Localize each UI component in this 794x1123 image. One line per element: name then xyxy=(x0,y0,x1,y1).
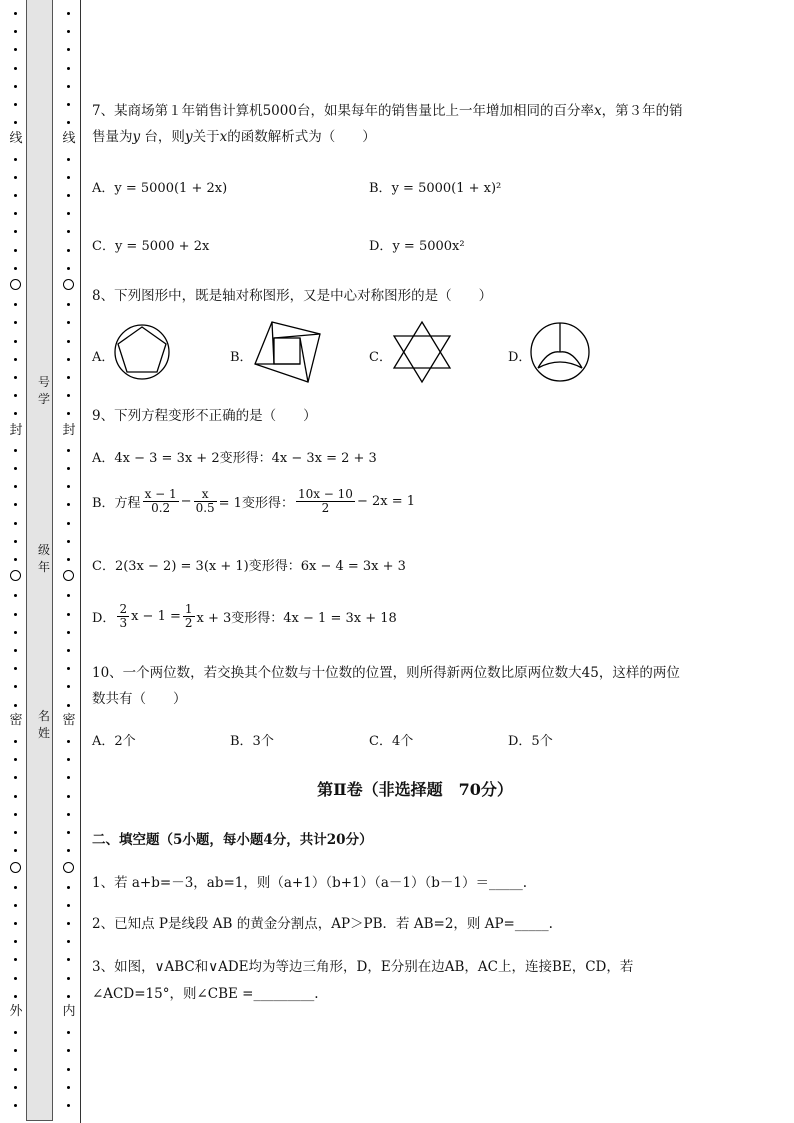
binding-dot xyxy=(67,176,70,179)
binding-dot xyxy=(67,30,70,33)
binding-dot xyxy=(14,503,17,506)
binding-dot xyxy=(67,485,70,488)
binding-dot xyxy=(67,1049,70,1052)
binding-dot xyxy=(67,685,70,688)
binding-dot xyxy=(67,522,70,525)
binding-dot xyxy=(14,1104,17,1107)
outer-circle-icon xyxy=(10,862,21,873)
binding-dot xyxy=(67,249,70,252)
q8-stem: 8、下列图形中，既是轴对称图形，又是中心对称图形的是（ ） xyxy=(92,288,493,304)
binding-dot xyxy=(14,813,17,816)
binding-dot xyxy=(14,194,17,197)
outer-circle-icon xyxy=(10,570,21,581)
q7-option-a: A．y = 5000(1 + 2x) xyxy=(92,181,228,196)
binding-dot xyxy=(67,540,70,543)
binding-dot xyxy=(14,230,17,233)
binding-margin xyxy=(0,0,90,1123)
binding-dot xyxy=(67,594,70,597)
q7-option-d: D．y = 5000x² xyxy=(369,239,465,254)
binding-dot xyxy=(67,813,70,816)
binding-dot xyxy=(67,1068,70,1071)
binding-dot xyxy=(67,977,70,980)
outer-mark-mi: 密 xyxy=(7,714,25,728)
field-name: 名姓 xyxy=(37,709,50,740)
binding-dot xyxy=(14,376,17,379)
binding-dot xyxy=(14,412,17,415)
binding-dot xyxy=(14,103,17,106)
binding-dot xyxy=(67,212,70,215)
binding-dot xyxy=(67,412,70,415)
binding-dot xyxy=(14,831,17,834)
binding-dot xyxy=(67,886,70,889)
q8-figure-circle-pentagon xyxy=(112,322,172,382)
binding-dot xyxy=(67,340,70,343)
q8-letter-d: D． xyxy=(508,350,532,365)
binding-dot xyxy=(14,667,17,670)
fill-in-section-heading: 二、填空题（5小题，每小题4分，共计20分） xyxy=(92,832,373,848)
binding-dot xyxy=(67,940,70,943)
binding-dot xyxy=(67,958,70,961)
binding-dot xyxy=(14,631,17,634)
binding-dot xyxy=(67,467,70,470)
q9-option-a: A．4x − 3 = 3x + 2变形得：4x − 3x = 2 + 3 xyxy=(92,451,377,466)
inner-dot-column xyxy=(63,0,75,1123)
outer-mark-xian: 线 xyxy=(7,132,25,146)
q10-option-b: B．3个 xyxy=(230,734,274,749)
binding-dot xyxy=(67,558,70,561)
binding-dot xyxy=(67,103,70,106)
binding-dot xyxy=(67,849,70,852)
binding-dot xyxy=(67,267,70,270)
inner-mark-feng: 封 xyxy=(60,424,78,438)
binding-dot xyxy=(14,704,17,707)
q9-option-c: C．2(3x − 2) = 3(x + 1)变形得：6x − 4 = 3x + 3 xyxy=(92,559,406,574)
binding-dot xyxy=(67,121,70,124)
q7-option-c: C．y = 5000 + 2x xyxy=(92,239,210,254)
binding-dot xyxy=(14,922,17,925)
binding-dot xyxy=(14,540,17,543)
binding-dot xyxy=(14,1049,17,1052)
binding-dot xyxy=(14,758,17,761)
binding-dot xyxy=(14,303,17,306)
binding-dot xyxy=(67,194,70,197)
binding-dot xyxy=(14,340,17,343)
inner-circle-icon xyxy=(63,570,74,581)
binding-dot xyxy=(14,685,17,688)
field-student-number: 号学 xyxy=(37,375,50,406)
q9-stem: 9、下列方程变形不正确的是（ ） xyxy=(92,408,317,424)
binding-dot xyxy=(67,667,70,670)
binding-dot xyxy=(14,30,17,33)
binding-dot xyxy=(14,12,17,15)
inner-circle-icon xyxy=(63,862,74,873)
binding-dot xyxy=(14,649,17,652)
binding-dot xyxy=(14,594,17,597)
fill-question-1: 1、若 a+b=－3，ab=1，则（a+1）（b+1）（a－1）（b－1）＝_____. xyxy=(92,875,528,891)
binding-dot xyxy=(67,704,70,707)
binding-dot xyxy=(14,613,17,616)
binding-dot xyxy=(67,758,70,761)
binding-dot xyxy=(14,776,17,779)
binding-dot xyxy=(14,940,17,943)
binding-dot xyxy=(67,158,70,161)
binding-dot xyxy=(67,358,70,361)
q9-b-fraction-3: $\frac{10x - 10}{2}$ xyxy=(297,487,353,515)
q8-figure-squares xyxy=(252,320,322,386)
binding-dot xyxy=(14,48,17,51)
binding-dot xyxy=(67,1031,70,1034)
binding-dot xyxy=(67,67,70,70)
binding-dot xyxy=(67,1086,70,1089)
binding-dot xyxy=(67,503,70,506)
binding-dot xyxy=(14,394,17,397)
field-grade: 级年 xyxy=(37,543,50,574)
fill-question-3-line2: ∠ACD=15°，则∠CBE =_________. xyxy=(92,986,319,1002)
q10-option-a: A．2个 xyxy=(92,734,136,749)
binding-dot xyxy=(14,958,17,961)
fill-question-3-line1: 3、如图，∨ABC和∨ADE均为等边三角形，D，E分别在边AB，AC上，连接BE，CD，若 xyxy=(92,959,634,975)
q9-option-d: D． $\frac{2}{3}$ x − 1 = $\frac{1}{2}$ x + 3变形得：4x − 1 = 3x + 18 xyxy=(92,602,397,630)
binding-dot xyxy=(67,303,70,306)
q10-stem-line1: 10、一个两位数，若交换其个位数与十位数的位置，则所得新两位数比原两位数大45，这样的两位 xyxy=(92,665,680,681)
binding-edge-line xyxy=(80,0,81,1123)
outer-circle-icon xyxy=(10,279,21,290)
binding-dot xyxy=(67,376,70,379)
binding-dot xyxy=(67,449,70,452)
binding-dot xyxy=(67,904,70,907)
q9-b-fraction-2: $\frac{x}{0.5}$ xyxy=(195,487,215,515)
binding-dot xyxy=(67,613,70,616)
binding-dot xyxy=(67,230,70,233)
binding-dot xyxy=(67,12,70,15)
inner-mark-nei: 内 xyxy=(60,1005,78,1019)
binding-dot xyxy=(14,267,17,270)
inner-mark-xian: 线 xyxy=(60,132,78,146)
binding-dot xyxy=(67,85,70,88)
binding-dot xyxy=(67,776,70,779)
binding-dot xyxy=(14,1031,17,1034)
part-two-title: 第Ⅱ卷（非选择题 70分） xyxy=(317,780,513,799)
binding-dot xyxy=(67,631,70,634)
binding-dot xyxy=(14,358,17,361)
binding-dot xyxy=(14,1068,17,1071)
outer-mark-feng: 封 xyxy=(7,424,25,438)
q7-stem-line2: 售量为y 台，则y关于x的函数解析式为（ ） xyxy=(92,129,376,145)
q10-option-c: C．4个 xyxy=(369,734,414,749)
binding-dot xyxy=(67,740,70,743)
binding-dot xyxy=(67,48,70,51)
binding-dot xyxy=(14,977,17,980)
binding-dot xyxy=(14,904,17,907)
q8-figure-circle-three-arcs xyxy=(528,320,592,384)
q8-letter-a: A． xyxy=(92,350,115,365)
q9-option-b: B．方程 $\frac{x - 1}{0.2}$ − $\frac{x}{0.5}$ = 1变形得： $\frac{10x - 10}{2}$ − 2x = 1 xyxy=(92,487,416,515)
binding-dot xyxy=(14,1086,17,1089)
q8-figure-hexagram xyxy=(390,320,454,384)
binding-dot xyxy=(14,886,17,889)
binding-dot xyxy=(14,249,17,252)
binding-dot xyxy=(14,212,17,215)
binding-dot xyxy=(67,1104,70,1107)
binding-dot xyxy=(67,831,70,834)
binding-dot xyxy=(67,995,70,998)
binding-dot xyxy=(14,522,17,525)
outer-mark-wai: 外 xyxy=(7,1005,25,1019)
inner-mark-mi: 密 xyxy=(60,714,78,728)
binding-dot xyxy=(14,558,17,561)
binding-dot xyxy=(67,649,70,652)
q9-d-fraction-1: $\frac{2}{3}$ xyxy=(119,602,128,630)
binding-dot xyxy=(14,158,17,161)
binding-dot xyxy=(14,795,17,798)
binding-dot xyxy=(67,394,70,397)
inner-circle-icon xyxy=(63,279,74,290)
binding-dot xyxy=(14,449,17,452)
binding-dot xyxy=(14,67,17,70)
binding-dot xyxy=(14,321,17,324)
q10-stem-line2: 数共有（ ） xyxy=(92,691,187,707)
q9-d-fraction-2: $\frac{1}{2}$ xyxy=(184,602,193,630)
binding-dot xyxy=(67,922,70,925)
q9-b-fraction-1: $\frac{x - 1}{0.2}$ xyxy=(144,487,177,515)
q10-option-d: D．5个 xyxy=(508,734,553,749)
binding-dot xyxy=(14,176,17,179)
binding-dot xyxy=(14,849,17,852)
q8-letter-b: B． xyxy=(230,350,253,365)
fill-question-2: 2、已知点 P是线段 AB 的黄金分割点，AP＞PB．若 AB=2，则 AP=_____. xyxy=(92,916,553,932)
binding-dot xyxy=(14,121,17,124)
binding-dot xyxy=(14,740,17,743)
outer-dot-column xyxy=(10,0,22,1123)
binding-dot xyxy=(67,795,70,798)
q7-stem-line1: 7、某商场第１年销售计算机5000台，如果每年的销售量比上一年增加相同的百分率x，第３年的销 xyxy=(92,103,683,119)
binding-dot xyxy=(14,467,17,470)
binding-dot xyxy=(14,995,17,998)
binding-dot xyxy=(14,485,17,488)
binding-dot xyxy=(14,85,17,88)
q7-option-b: B．y = 5000(1 + x)² xyxy=(369,181,502,196)
q8-letter-c: C． xyxy=(369,350,392,365)
binding-dot xyxy=(67,321,70,324)
